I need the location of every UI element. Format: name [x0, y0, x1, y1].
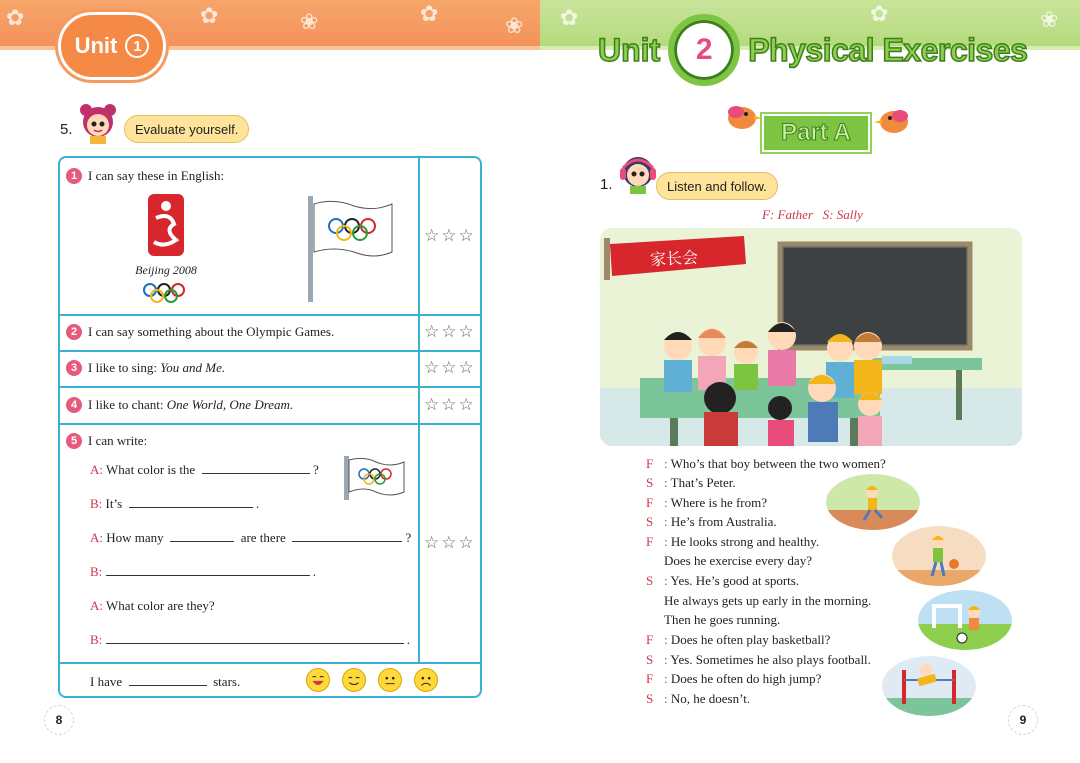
- row-text-prefix: I like to sing:: [88, 360, 161, 375]
- olympic-flag-icon: [342, 454, 406, 502]
- chant-title: One World, One Dream.: [166, 397, 294, 412]
- row-divider: [60, 350, 480, 352]
- page-number-right: 9: [1008, 705, 1038, 735]
- rating-stars[interactable]: ☆☆☆: [424, 358, 476, 378]
- speaker-label: F: [646, 671, 654, 686]
- speaker-label: F: [646, 495, 654, 510]
- stars-count-blank[interactable]: [129, 674, 207, 686]
- flower-decoration-icon: ✿: [6, 6, 25, 31]
- speaker-label: S: [646, 475, 654, 490]
- star-column-divider: [418, 158, 420, 662]
- high-jump-illustration: [882, 656, 976, 716]
- section-number: 5.: [60, 121, 73, 138]
- dialog-line: S : Yes. He’s good at sports.: [646, 573, 800, 588]
- neutral-face-icon[interactable]: [378, 668, 402, 692]
- speaker-label: A: [90, 462, 100, 477]
- dialog-line: F : Who’s that boy between the two women?: [646, 456, 886, 471]
- meeting-banner: [604, 234, 748, 280]
- speaker-label: F: [646, 456, 654, 471]
- olympic-flag-on-pole: [304, 194, 396, 304]
- dialog-line: S : That’s Peter.: [646, 475, 736, 490]
- song-title: You and Me.: [160, 360, 226, 375]
- write-line-2: B: It’s .: [90, 496, 260, 511]
- sad-face-icon[interactable]: [414, 668, 438, 692]
- answer-blank[interactable]: [106, 564, 310, 576]
- speaker-label: S: [646, 691, 654, 706]
- bird-icon: [872, 102, 914, 138]
- flower-decoration-icon: ❀: [505, 14, 524, 39]
- eval-row-1: [66, 168, 224, 184]
- write-line-5: A: What color are they?: [90, 598, 215, 613]
- speaker-label: S: [646, 514, 654, 529]
- rating-stars[interactable]: ☆☆☆: [424, 322, 476, 342]
- dialog-line: F : Does he often do high jump?: [646, 671, 822, 686]
- dialog-line: Then he goes running.: [664, 612, 781, 627]
- row-text: I can write:: [88, 433, 148, 448]
- flower-decoration-icon: ✿: [200, 4, 219, 29]
- flower-decoration-icon: ❀: [1040, 8, 1059, 33]
- answer-blank[interactable]: [129, 496, 253, 508]
- dialog-line: S : He’s from Australia.: [646, 514, 777, 529]
- answer-blank[interactable]: [202, 462, 310, 474]
- dialog-line: He always gets up early in the morning.: [664, 593, 872, 608]
- rating-stars[interactable]: ☆☆☆: [424, 226, 476, 246]
- answer-blank[interactable]: [170, 530, 234, 542]
- eval-row-5: [66, 433, 147, 449]
- row-text: I can say something about the Olympic Games.: [88, 324, 335, 339]
- unit-2-number: 2: [668, 14, 740, 86]
- answer-blank[interactable]: [292, 530, 402, 542]
- dialog-line: S : No, he doesn’t.: [646, 691, 751, 706]
- dialog-line: Does he exercise every day?: [664, 553, 812, 568]
- row-number-badge: 2: [66, 324, 82, 340]
- write-line-6: B: .: [90, 632, 411, 647]
- eval-row-4: [66, 397, 293, 413]
- write-line-1: A: What color is the ?: [90, 462, 319, 477]
- eval-row-2: [66, 324, 334, 340]
- kid-mascot-icon: [74, 102, 122, 146]
- row-number-badge: 5: [66, 433, 82, 449]
- football-boy-illustration: [918, 590, 1012, 650]
- unit-2-label: Unit: [598, 31, 661, 68]
- row-text: I can say these in English:: [88, 168, 225, 183]
- rating-stars[interactable]: ☆☆☆: [424, 395, 476, 415]
- row-number-badge: 1: [66, 168, 82, 184]
- speaker-label: B: [90, 564, 99, 579]
- unit-1-label: Unit: [74, 33, 118, 58]
- speaker-label: S: [646, 573, 654, 588]
- unit-2-title: [598, 22, 1027, 78]
- flower-decoration-icon: ❀: [300, 10, 319, 35]
- kid-with-headphones-icon: [614, 152, 662, 196]
- character-key: F: Father S: Sally: [762, 207, 863, 222]
- speaker-label: A: [90, 598, 100, 613]
- bird-icon: [722, 98, 764, 134]
- unit-1-number: 1: [125, 34, 149, 58]
- flower-decoration-icon: ✿: [870, 2, 889, 27]
- flower-decoration-icon: ✿: [420, 2, 439, 27]
- row-divider: [60, 314, 480, 316]
- speaker-label: F: [646, 632, 654, 647]
- self-evaluation-table: [58, 156, 482, 698]
- stars-total-line: I have stars.: [90, 674, 241, 689]
- laughing-face-icon[interactable]: [306, 668, 330, 692]
- beijing-2008-emblem: [120, 192, 210, 306]
- unit-title: Physical Exercises: [748, 31, 1028, 68]
- answer-blank[interactable]: [106, 632, 404, 644]
- row-divider: [60, 423, 480, 425]
- rating-stars[interactable]: ☆☆☆: [424, 533, 476, 553]
- row-number-badge: 3: [66, 360, 82, 376]
- row-divider: [60, 386, 480, 388]
- part-a-label: Part A: [762, 114, 870, 152]
- speaker-label: A: [90, 530, 100, 545]
- dialog-line: F : He looks strong and healthy.: [646, 534, 820, 549]
- section-number: 1.: [600, 176, 613, 193]
- flower-decoration-icon: ✿: [560, 6, 579, 31]
- write-line-4: B: .: [90, 564, 317, 579]
- row-number-badge: 4: [66, 397, 82, 413]
- write-line-3: A: How many are there ?: [90, 530, 412, 545]
- dialog-line: F : Does he often play basketball?: [646, 632, 831, 647]
- running-boy-illustration: [826, 474, 920, 530]
- speaker-label: B: [90, 632, 99, 647]
- beijing-logo-text: Beijing 2008: [135, 263, 197, 277]
- dialog-line: F : Where is he from?: [646, 495, 768, 510]
- basketball-boy-illustration: [892, 526, 986, 586]
- speaker-label: S: [646, 652, 654, 667]
- dialog-line: S : Yes. Sometimes he also plays football.: [646, 652, 871, 667]
- row-divider: [60, 662, 480, 664]
- speaker-label: F: [646, 534, 654, 549]
- section-title: Evaluate yourself.: [124, 115, 249, 143]
- speaker-label: B: [90, 496, 99, 511]
- eval-row-3: [66, 360, 225, 376]
- page-number-left: 8: [44, 705, 74, 735]
- banner-text: 家长会: [649, 247, 699, 270]
- section-title: Listen and follow.: [656, 172, 778, 200]
- smiling-face-icon[interactable]: [342, 668, 366, 692]
- unit-1-badge: [58, 12, 166, 80]
- row-text-prefix: I like to chant:: [88, 397, 167, 412]
